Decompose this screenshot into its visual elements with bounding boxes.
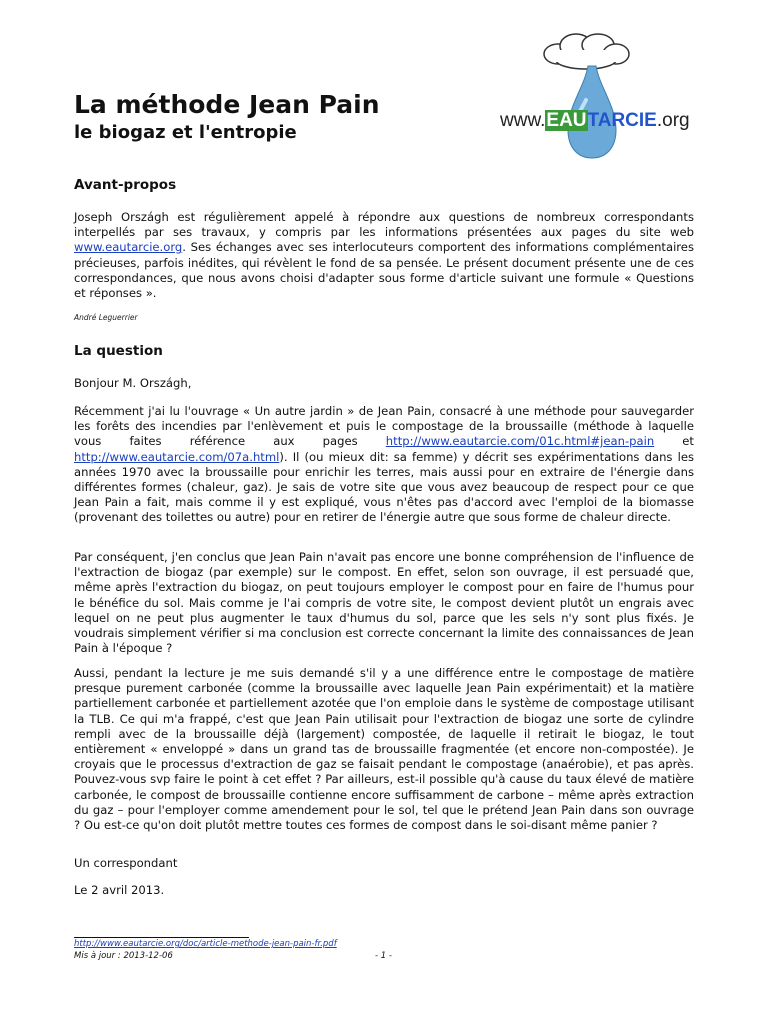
footer-updated: Mis à jour : 2013-12-06	[74, 951, 173, 961]
logo-prefix: www.	[500, 110, 546, 131]
question-paragraph-3: Aussi, pendant la lecture je me suis demandé s'il y a une différence entre le compostage de matière presque purement carbonée (comme la broussaille avec laquelle Jean Pain expérimentait) et la matière partiellement carbonée et partiellement azotée que l'on emploie dans le système de compostage utilisant la TLB. Ce qui m'a frappé, c'est que Jean Pain utilisait pour l'extraction de biogaz une sorte de cylindre rempli avec de la broussaille déjà (largement) compostée, de laquelle il retirait le biogaz, le tout entièrement « enveloppé » dans un grand tas de broussaille fragmentée (et encore non-compostée). Je croyais que le processus d'extraction de gaz se faisait pendant le compostage (anaérobie), et pas après. Pouvez-vous svp faire le point à cet effet ? Par ailleurs, est-il possible qu'à cause du taux élevé de matière carbonée, le compost de broussaille contienne encore suffisamment de carbone – même après extraction du gaz – pour l'employer comme amendement pour le sol, tel que le prétend Jean Pain dans son ouvrage ? Ou est-ce qu'on doit plutôt mettre toutes ces formes de compost dans le soi-disant même panier ?	[74, 666, 694, 833]
logo-wordmark	[500, 110, 690, 132]
section-heading-avant-propos: Avant-propos	[74, 177, 177, 193]
document-subtitle: le biogaz et l'entropie	[74, 122, 297, 143]
logo-eau: EAU	[546, 110, 587, 131]
eautarcie-logo-icon	[500, 30, 710, 160]
question-paragraph-1: Récemment j'ai lu l'ouvrage « Un autre jardin » de Jean Pain, consacré à une méthode pour sauvegarder les forêts des incendies par l'enlèvement et puis le compostage de la broussaille (méthode à laquelle vous faites référence aux pages http://www.eautarcie.com/01c.html#jean-pain et http://www.eautarcie.com/07a.html). Il (ou mieux dit: sa femme) y décrit ses expérimentations dans les années 1970 avec la broussaille pour enrichir les terres, mais aussi pour en extraire de l'énergie dans différentes formes (chaleur, gaz). Je sais de votre site que vous avez beaucoup de respect pour ce que Jean Pain a fait, mais comme il y est expliqué, vous n'êtes pas d'accord avec l'emploi de la biomasse (provenant des toilettes ou autre) pour en retirer de l'énergie autre que sous forme de chaleur directe.	[74, 404, 694, 525]
eautarcie-link[interactable]: www.eautarcie.org	[74, 240, 183, 255]
greeting: Bonjour M. Országh,	[74, 376, 192, 390]
letter-date: Le 2 avril 2013.	[74, 883, 165, 897]
avant-propos-paragraph: Joseph Országh est régulièrement appelé à répondre aux questions de nombreux correspondants interpellés par ses travaux, y compris par les informations présentées aux pages du site web www.eautarcie.org. Ses échanges avec ses interlocuteurs comportent des informations complémentaires précieuses, parfois inédites, qui révèlent le fond de sa pensée. Le présent document présente une de ces correspondances, que nous avons choisi d'adapter sous forme d'article suivant une formule « Questions et réponses ».	[74, 210, 694, 301]
document-title: La méthode Jean Pain	[74, 90, 380, 119]
footer-divider	[74, 937, 249, 938]
footer-url	[74, 939, 337, 949]
footer-pdf-link[interactable]: http://www.eautarcie.org/doc/article-methode-jean-pain-fr.pdf	[74, 939, 337, 949]
author-name: André Leguerrier	[74, 313, 138, 322]
logo-tarcie: TARCIE	[587, 110, 657, 131]
page-number: - 1 -	[375, 951, 392, 961]
section-heading-question: La question	[74, 343, 163, 359]
logo-suffix: .org	[656, 110, 690, 131]
page-07a-link[interactable]: http://www.eautarcie.com/07a.html	[74, 449, 280, 464]
jean-pain-link[interactable]: http://www.eautarcie.com/01c.html#jean-pain	[385, 434, 655, 449]
question-paragraph-2: Par conséquent, j'en conclus que Jean Pain n'avait pas encore une bonne compréhension de l'influence de l'extraction de biogaz (par exemple) sur le compost. En effet, selon son ouvrage, il est persuadé que, même après l'extraction du biogaz, on peut toujours employer le compost pour en faire de l'humus pour le bénéfice du sol. Mais comme je l'ai compris de votre site, le compost devient plutôt un engrais avec lequel on ne peut plus augmenter le taux d'humus du sol, parce que les sels n'y sont plus fixés. Je voudrais simplement vérifier si ma conclusion est correcte concernant la limite des connaissances de Jean Pain à l'époque ?	[74, 550, 694, 656]
signature: Un correspondant	[74, 856, 178, 870]
